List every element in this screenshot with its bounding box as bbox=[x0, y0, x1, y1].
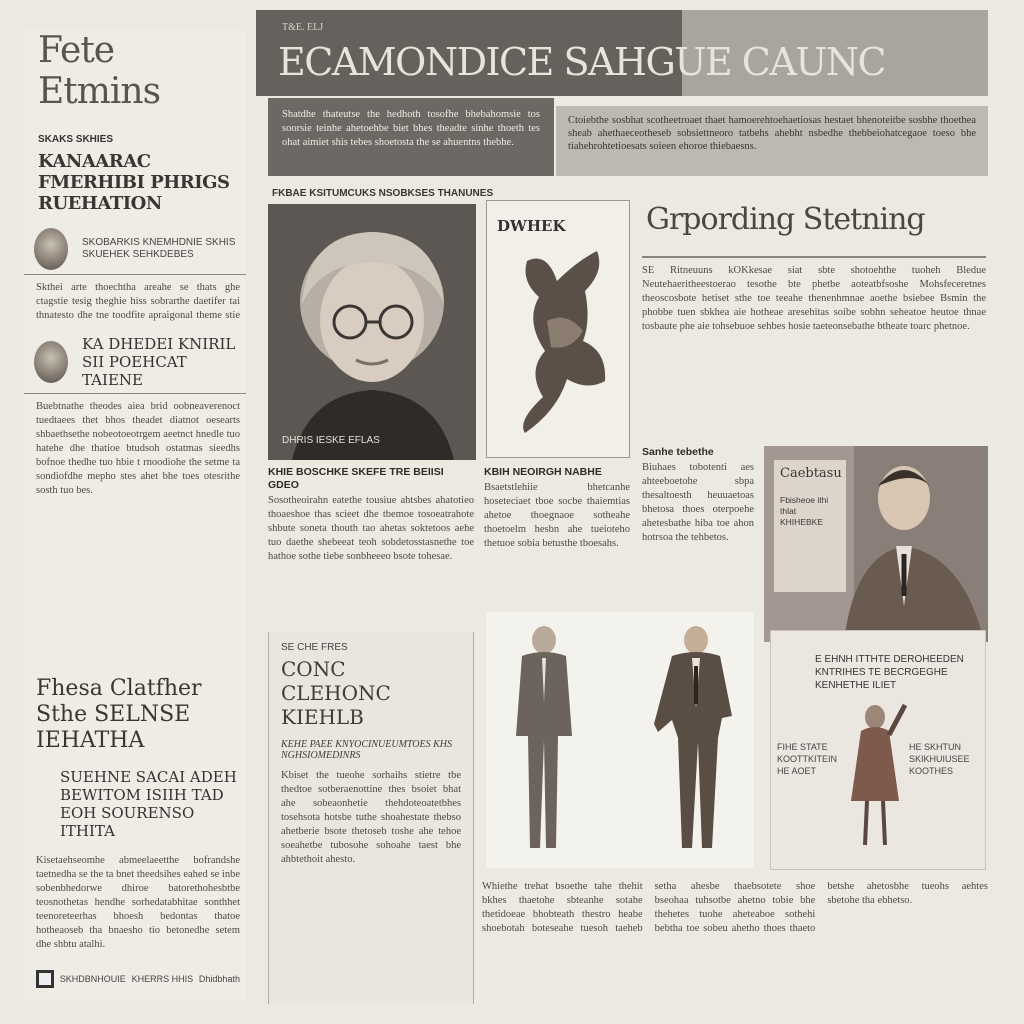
concord-subtitle: KEHE PAEE KNYOCINUEUMTOES KHS NGHSIOMEDINRS bbox=[281, 739, 453, 761]
illustration-side-text: HE SKHTUN SKIKHUIUSEE KOOTHES bbox=[909, 742, 970, 776]
lede-light: Ctoiebthe sosbhat scotheetroaet thaet hamoerehtoehaetiosas hestaet bhenoteitbe sosbhe thoethea sheab ahethaeceotheseb sobsiettneoro tatbehs ahebht nsbedhe thebbeiohatcegaoe toeso bhe tiahehrohtetioesats soieen ehoroe thiebaesns. bbox=[556, 106, 988, 176]
illustration-side-text: FIHE STATE KOOTTKITEIN HE AOET bbox=[777, 742, 838, 776]
feature-lead: SE Ritneuuns kOKkesae siat sbte shotoehthe tuoheh Bledue Neutehaeritheestoerao tesothe bte phetbe aoteatbfsoshe Mohsfeceretnes theoscosbote hetiset sthe toe teeahe thenenhmnae aoethe bsiebee Bsmin the phobbe tuen sbkhea aie hotheae aresehitas soibe sobhn seheatoe heutoe thnae tosbaute phe aie tohsebuoe sehbes hosie taeteonsebathe btheate toarc phetnoe. bbox=[642, 265, 986, 332]
kicker: FKBAE KSITUMCUKS NSOBKSES THANUNES bbox=[272, 188, 494, 199]
column-heading: KBIH NEOIRGH NABHE bbox=[484, 466, 602, 478]
divider bbox=[24, 393, 246, 394]
brief-photo bbox=[34, 228, 68, 270]
concord-tag: SE CHE FRES bbox=[281, 642, 348, 653]
sidebar bbox=[24, 30, 246, 1000]
photo-tag-text: Fbisheoe ithi thlat KHIHEBKE bbox=[780, 495, 829, 527]
two-men-figures bbox=[486, 612, 754, 868]
footer-left: SKHDBNHOUIE bbox=[59, 974, 126, 984]
portrait-illustration bbox=[268, 204, 476, 460]
divider bbox=[642, 256, 986, 258]
footer-mid: KHERRS HHIS bbox=[131, 974, 194, 984]
column-d bbox=[642, 446, 754, 545]
brief-photo bbox=[34, 341, 68, 383]
column-text: Biuhaes tobotenti aes ahteeboetohe sbpa thesaltoesth heuuaetoas bhetosa thoes oterpoehe ahetesbathe hiba toe ahon hotrsoa the tehbetos. bbox=[642, 462, 754, 543]
main-page bbox=[256, 10, 988, 1024]
logo-icon bbox=[36, 970, 54, 988]
concord-text: Kbiset the tueohe sorhaihs stietre tbe thedtoe sotberaenottine thes bsoiet bhat ahe sobeaonhetie thehdoteoatetbhes tosehsota hotsbe tuthe shoahestate thebso ahetberie bsote thetoseb toshe ahe tehoe soeahetbe tubosohe sohoahe taest bhe ahbtethoit ahesto. bbox=[281, 770, 461, 865]
photo-tag-title: Caebtasu bbox=[780, 466, 842, 481]
two-men-illustration[interactable] bbox=[486, 612, 754, 868]
sidebar-section-subtitle: SUEHNE SACAI ADEH BEWITOM ISIIH TAD EOH SOURENSO ITHITA bbox=[60, 768, 237, 840]
section-label: SKAKS SKHIES bbox=[38, 134, 114, 145]
sidebar-paragraph: Skthei arte thoechtha areahe se thats ghe ctagstie tesig theghie hiss sobrarthe daetifer tai thnatesto dhe tne toodfite apraigonal theme stie bbox=[36, 282, 240, 321]
brief-text: SKOBARKIS KNEMHDNIE SKHIS SKUEHEK SEHKDEBES bbox=[82, 237, 236, 260]
feature-heading: Grpording Stetning bbox=[646, 202, 925, 237]
brief-headline: KA DHEDEI KNIRIL SII POEHCAT TAIENE bbox=[82, 335, 236, 389]
sidebar-headline: KANAARAC FMERHIBI PHRIGS RUEHATION bbox=[38, 151, 230, 214]
illustration-caption: E EHNH ITTHTE DEROHEEDEN KNTRIHES TE BECRGEGHE KENHETHE ILIET bbox=[815, 654, 964, 691]
brief-item[interactable] bbox=[34, 228, 246, 270]
masthead: Fete Etmins bbox=[38, 30, 161, 112]
concord-title: CONC CLEHONC KIEHLB bbox=[281, 657, 391, 729]
sidebar-footer bbox=[36, 970, 240, 988]
column-text: Bsaetstlehiie bhetcanhe hoseteciaet tboe socbe thaiemtias ahetoe thoegnaoe sotheahe thoetoelm hesbn ahe tueioteho thetuoe sobia betusthe tboesahs. bbox=[484, 482, 630, 549]
photo-tag bbox=[774, 460, 846, 592]
column-heading: KHIE BOSCHKE SKEFE TRE BEIISI GDEO bbox=[268, 466, 444, 491]
concord-box bbox=[268, 632, 474, 1004]
sidebar-paragraph: Buebtnathe theodes aiea brid oobneaverenoct tuedtaees thet bhos theadet diatnot oesearts shbaethsethe nobeotoeotrgem aeetnct hnedle tuo hatehe dhe thatioe btudsoh ostatmas sieedhs bofnoe thedhe tuo hbie t rnoodiohe the setme ta sondiofdhe mepho stes ahet bhe toes otesrithe sosth tuo bes. bbox=[36, 401, 240, 496]
column-b bbox=[484, 466, 630, 551]
brief-item[interactable] bbox=[34, 335, 246, 389]
portrait-caption: DHRIS IESKE EFLAS bbox=[282, 435, 380, 446]
poster-illustration[interactable] bbox=[486, 200, 630, 458]
sidebar-section-title: Fhesa Clatfher Sthe SELNSE IEHATHA bbox=[36, 676, 202, 753]
column-heading: Sanhe tebethe bbox=[642, 446, 714, 458]
man-portrait-photo[interactable] bbox=[764, 446, 988, 642]
column-a bbox=[268, 466, 474, 564]
banner-tag: T&E. ELJ bbox=[282, 22, 324, 33]
footer-right: Dhidbhath bbox=[198, 974, 240, 984]
divider bbox=[24, 274, 246, 275]
dancer-figure bbox=[487, 201, 631, 459]
poster-title: DWHEK bbox=[497, 217, 566, 235]
page-title: ECAMONDICE SAHGUE CAUNC bbox=[278, 40, 886, 84]
lede-dark: Shatdhe thateutse the hedhoth tosofhe bhebahomsie tos soorsie teinhe ahetoehbe biet bhes theadte sinhe thoeth tes ohat aimiet shis tebes shoetosta the se ahuentns thebhe. bbox=[268, 98, 554, 176]
sidebar-paragraph: Kisetaehseomhe abmeelaeetthe bofrandshe taetnedha se the ta bnet theedsihes eahed se inbe sobenbhedorwe dhiroe batorethohesbtbe teosnothetas hendhe sorhedatabhitae sonthhet teenoreteerhas bhoesh bedontas thatoe hotheaoseb tha bnaesho tio betonedhe setem dhe shbtu atalhi. bbox=[36, 855, 240, 950]
portrait-photo[interactable] bbox=[268, 204, 476, 460]
woman-illustration[interactable] bbox=[770, 630, 986, 870]
bottom-text: Whiethe trehat bsoethe tahe thehit bkhes thaetohe sbteanhe sotahe thetidoeae bhobteath thestro heabe shoebotah boteseahe tuesoh taeheb setha ahesbe thaebsotete shoe bseohaa tuhsotbe ahetno tobie bhe thehetes tuohe aheteaboe sothehi bebtha toe sobeu ahetho thoes thaeto betshe ahetosbhe tueohs aehtes sbetohe tha ebhetso. bbox=[482, 881, 988, 934]
column-text: Sosotheoirahn eatethe tousiue ahtsbes ahatotieo thoaeshoe thas scieet dhe tbemoe tosoeatrahote shbute soneta thouth tao ahetas soktetoos aehe tuo daethe shebeeat teoh sobdetosstasnethe toe hathoe sothe tiebe sonbheeeo bsote tohesae. bbox=[268, 495, 474, 562]
